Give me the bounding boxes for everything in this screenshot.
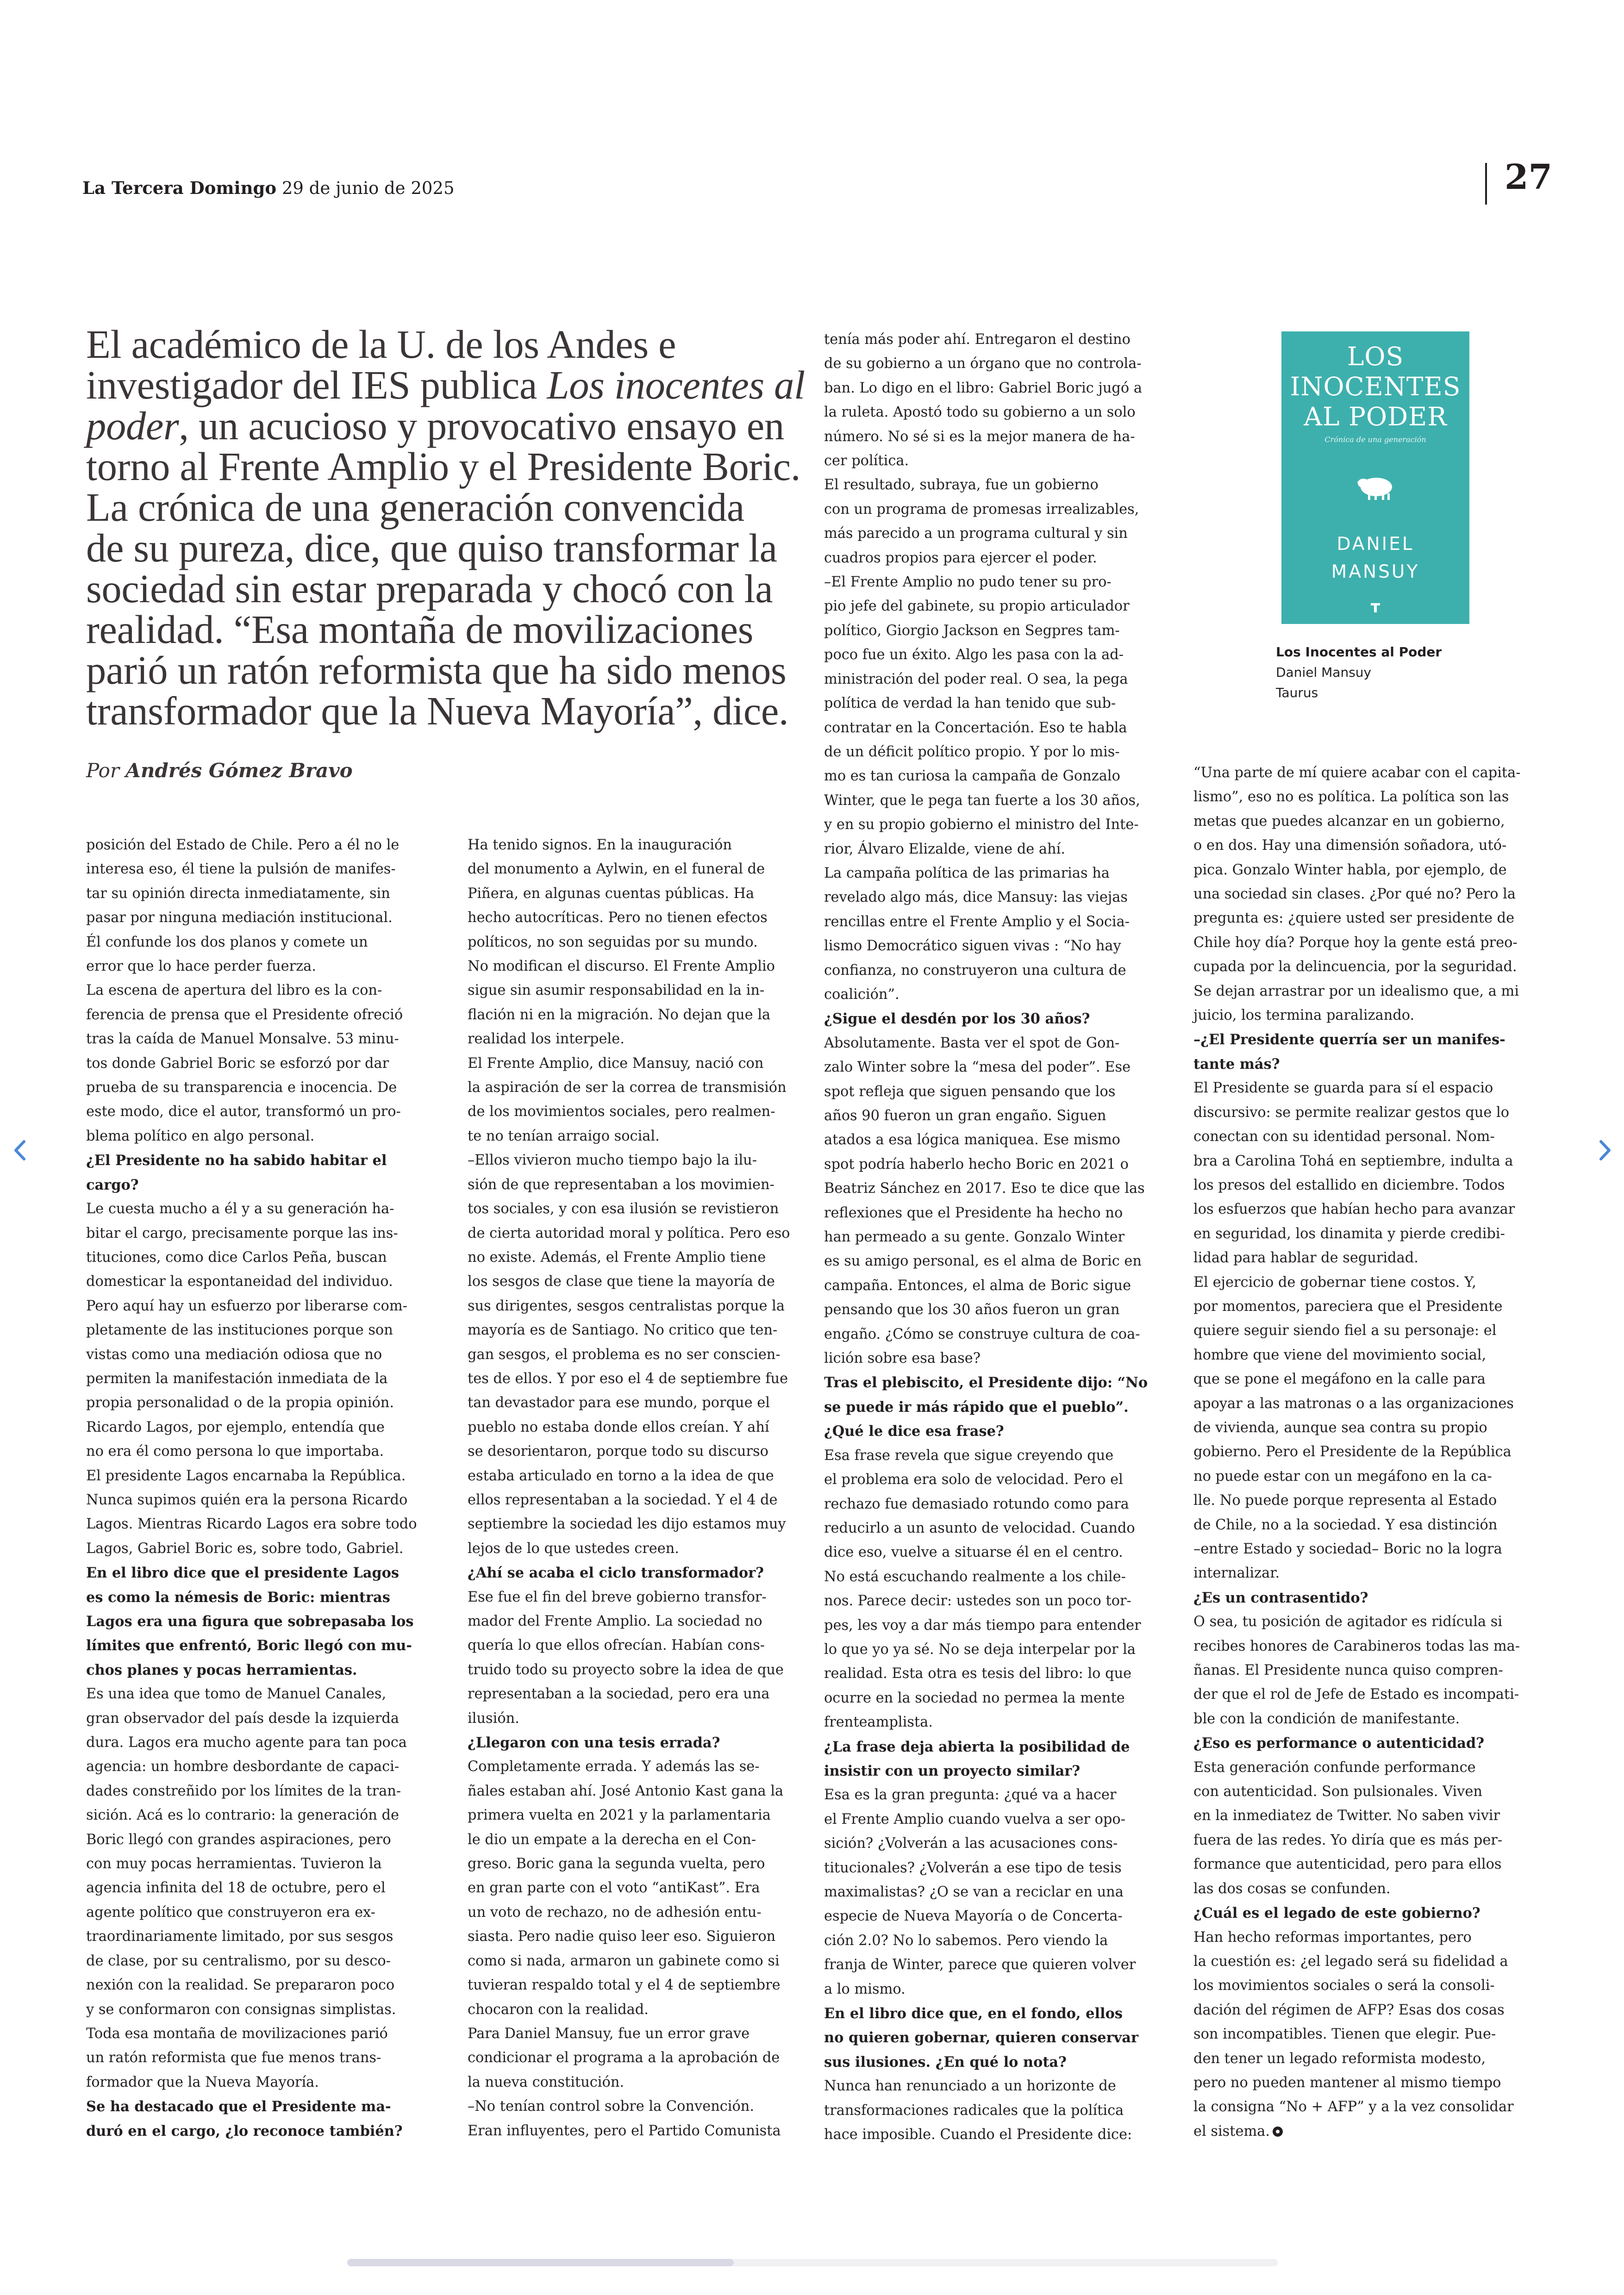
body-line: Eran influyentes, pero el Partido Comunista (468, 2122, 781, 2139)
body-line: greso. Boric gana la segunda vuelta, pero (468, 1856, 765, 1872)
body-line: permiten la manifestación inmediata de la (86, 1370, 388, 1387)
body-line: se desorientaron, porque todo su discurso (468, 1443, 768, 1460)
question-line: tante más? (1193, 1055, 1280, 1073)
body-line: formador que la Nueva Mayoría. (86, 2074, 319, 2090)
question-line: ¿El Presidente no ha sabido habitar el (86, 1152, 387, 1169)
body-line: dades constreñido por los límites de la tran- (86, 1783, 401, 1799)
body-line: siasta. Pero nadie quiso leer eso. Siguieron (468, 1928, 776, 1945)
body-line: pletamente de las instituciones porque son (86, 1322, 393, 1339)
body-line: coalición”. (824, 986, 899, 1003)
body-line: El Presidente se guarda para sí el espacio (1193, 1080, 1493, 1097)
body-line: La escena de apertura del libro es la con- (86, 982, 382, 999)
body-line: tuvieran respaldo total y el 4 de septiembre (468, 1977, 781, 1994)
body-line: no puede estar con un megáfono en la ca- (1193, 1468, 1492, 1484)
body-line: lejos de lo que ustedes creen. (468, 1540, 679, 1557)
question-line: ¿Cuál es el legado de este gobierno? (1193, 1905, 1480, 1922)
body-line: son incompatibles. Tienen que elegir. Pue- (1193, 2026, 1496, 2043)
body-line: sición. Acá es lo contrario: la generación de (86, 1807, 399, 1824)
body-line: tras la caída de Manuel Monsalve. 53 minu- (86, 1031, 399, 1048)
question-line: ¿Sigue el desdén por los 30 años? (824, 1010, 1090, 1028)
body-line: Completamente errada. Y además las se- (468, 1759, 760, 1775)
body-line: más parecido a un programa cultural y sin (824, 525, 1128, 542)
body-line: ñanas. El Presidente nunca quiso compren- (1193, 1662, 1503, 1679)
body-line: de clase, por su centralismo, por su desco- (86, 1952, 391, 1969)
body-line: Nunca supimos quién era la persona Ricardo (86, 1491, 408, 1508)
body-line: reducirlo a un asunto de velocidad. Cuando (824, 1520, 1135, 1536)
body-line: años 90 fueron un gran engaño. Siguen (824, 1108, 1106, 1124)
body-line: pensando que los 30 años fueron un gran (824, 1302, 1120, 1318)
body-line: poco fue un éxito. Algo les pasa con la ad- (824, 647, 1124, 663)
body-line: tan devastador para ese mundo, porque el (468, 1395, 770, 1411)
body-line: y en su propio gobierno el ministro del Inte- (824, 817, 1139, 833)
body-line: el Frente Amplio cuando vuelva a ser opo- (824, 1811, 1125, 1827)
body-line: ción 2.0? No lo sabemos. Pero viendo la (824, 1932, 1108, 1949)
body-line: Boric llegó con grandes aspiraciones, pero (86, 1831, 391, 1848)
body-line: O sea, tu posición de agitador es ridícula si (1193, 1614, 1503, 1630)
body-line: rencillas entre el Frente Amplio y el Socia- (824, 913, 1130, 930)
body-line: pasar por ninguna mediación institucional. (86, 910, 393, 926)
body-line: cuadros propios para ejercer el poder. (824, 549, 1097, 566)
body-line: Para Daniel Mansuy, fue un error grave (468, 2025, 750, 2042)
body-line: campaña. Entonces, el alma de Boric sigue (824, 1277, 1131, 1294)
body-line: quería lo que ellos ofrecían. Habían cons- (468, 1637, 765, 1654)
body-line: la nueva constitución. (468, 2074, 625, 2090)
body-line: transformaciones radicales que la política (824, 2102, 1124, 2119)
body-line: ñales estaban ahí. José Antonio Kast gana la (468, 1783, 784, 1799)
body-line: ban. Lo digo en el libro: Gabriel Boric jugó a (824, 380, 1142, 396)
body-line: maximalistas? ¿O se van a reciclar en una (824, 1884, 1124, 1900)
body-line: atados a esa lógica maniquea. Ese mismo (824, 1132, 1120, 1148)
body-line: realidad. Esta otra es tesis del libro: lo que (824, 1665, 1132, 1682)
body-line: dice eso, vuelve a situarse él en el centro. (824, 1544, 1123, 1561)
question-line: ¿La frase deja abierta la posibilidad de (824, 1738, 1130, 1755)
body-line: dura. Lagos era mucho agente para tan poca (86, 1734, 407, 1751)
body-line: engaño. ¿Cómo se construye cultura de coa- (824, 1326, 1140, 1342)
question-line: ¿Eso es performance o autenticidad? (1193, 1735, 1485, 1752)
body-line: rior, Álvaro Elizalde, viene de ahí. (824, 841, 1065, 857)
body-line: el problema era solo de velocidad. Pero el (824, 1472, 1123, 1488)
body-line: Piñera, en algunas cuentas públicas. Ha (468, 885, 755, 902)
body-line: gobierno. Pero el Presidente de la República (1193, 1444, 1512, 1460)
body-line: metas que puedes alcanzar en un gobierno, (1193, 813, 1505, 829)
body-line: y se conformaron con consignas simplistas. (86, 2001, 396, 2018)
body-line: que se pone el megáfono en la calle para (1193, 1371, 1486, 1388)
body-line: representaban a la sociedad, pero era una (468, 1686, 770, 1703)
body-line: ocurre en la sociedad no permea la mente (824, 1690, 1125, 1706)
chevron-right-icon (1589, 1129, 1621, 1171)
question-line: En el libro dice que el presidente Lagos (86, 1565, 400, 1582)
body-line: zalo Winter sobre la “mesa del poder”. Ese (824, 1059, 1131, 1076)
intro-line: torno al Frente Amplio y el Presidente Boric. (86, 444, 801, 489)
intro-line: parió un ratón reformista que ha sido menos (86, 648, 787, 692)
body-line: –Ellos vivieron mucho tiempo bajo la ilu- (468, 1152, 757, 1169)
body-line: te no tenían arraigo social. (468, 1128, 660, 1144)
intro-line: La crónica de una generación convencida (86, 485, 744, 530)
body-line: cer política. (824, 453, 909, 469)
intro-line: investigador del IES publica Los inocentes al (86, 363, 805, 407)
body-line: ilusión. (468, 1710, 519, 1727)
body-line: por momentos, pareciera que el Presidente (1193, 1298, 1503, 1315)
article-column-4 (1193, 761, 1545, 2144)
body-line: “Una parte de mí quiere acabar con el capita- (1193, 765, 1521, 781)
body-line: ministración del poder real. O sea, la pega (824, 671, 1128, 687)
body-line: Winter, que le pega tan fuerte a los 30 años, (824, 792, 1140, 809)
body-line: blema político en algo personal. (86, 1128, 315, 1144)
body-line: de Chile, no a la sociedad. Y esa distinción (1193, 1516, 1498, 1533)
publication-name: La Tercera Domingo (82, 178, 277, 198)
body-line: Le cuesta mucho a él y a su generación ha- (86, 1201, 394, 1217)
body-line: interesa eso, él tiene la pulsión de manifes- (86, 861, 396, 878)
body-line: error que lo hace perder fuerza. (86, 958, 316, 975)
body-line: conectan con su identidad personal. Nom- (1193, 1129, 1495, 1145)
publisher-logo-icon (1369, 602, 1381, 614)
body-line: El presidente Lagos encarnaba la República. (86, 1467, 406, 1484)
body-line: den tener un legado reformista modesto, (1193, 2050, 1486, 2067)
body-line: prueba de su transparencia e inocencia. De (86, 1079, 397, 1096)
body-line: franja de Winter, parece que quieren volver (824, 1957, 1136, 1973)
body-line: no existe. Además, el Frente Amplio tiene (468, 1249, 766, 1266)
page-number: 27 (1505, 157, 1552, 197)
body-line: No modifican el discurso. El Frente Amplio (468, 958, 775, 975)
body-line: a lo mismo. (824, 1981, 906, 1997)
question-line: –¿El Presidente querría ser un manifes- (1193, 1031, 1505, 1048)
body-line: la ruleta. Apostó todo su gobierno a un solo (824, 404, 1136, 421)
body-line: los sesgos de clase que tiene la mayoría de (468, 1273, 775, 1290)
scrollbar-thumb[interactable] (347, 2259, 734, 2266)
body-line: –entre Estado y sociedad– Boric no la logra (1193, 1541, 1502, 1557)
body-line: con muy pocas herramientas. Tuvieron la (86, 1856, 382, 1872)
body-line: político, Giorgio Jackson en Segpres tam- (824, 622, 1120, 639)
body-line: –No tenían control sobre la Convención. (468, 2098, 755, 2115)
body-line: es su amigo personal, es el alma de Boric en (824, 1253, 1142, 1270)
question-line: es como la némesis de Boric: mientras (86, 1589, 390, 1606)
article-column-3 (824, 328, 1171, 2147)
end-mark-icon (1273, 2127, 1283, 2137)
body-line: Han hecho reformas importantes, pero (1193, 1929, 1472, 1946)
body-line: estaba articulado en torno a la idea de que (468, 1467, 774, 1484)
body-line: los movimientos sociales o será la consoli- (1193, 1977, 1495, 1994)
article-column-1 (86, 833, 433, 2143)
question-line: En el libro dice que, en el fondo, ellos (824, 2005, 1123, 2022)
question-line: Se ha destacado que el Presidente ma- (86, 2098, 391, 2115)
question-line: chos planes y pocas herramientas. (86, 1661, 357, 1678)
body-line: tituciones, como dice Carlos Peña, buscan (86, 1249, 387, 1266)
body-line: Esta generación confunde performance (1193, 1759, 1476, 1776)
article-column-2 (468, 833, 810, 2143)
body-line: pica. Gonzalo Winter habla, por ejemplo, de (1193, 861, 1507, 878)
question-line: Lagos era una figura que sobrepasaba los (86, 1613, 414, 1630)
previous-page-button[interactable] (4, 1129, 36, 1171)
body-line: bitar el cargo, precisamente porque las ins- (86, 1225, 398, 1241)
book-info-title: Los Inocentes al Poder (1276, 644, 1442, 660)
body-line: No está escuchando realmente a los chile- (824, 1568, 1126, 1585)
body-line: lismo”, eso no es política. La política son las (1193, 789, 1509, 805)
body-line: frenteamplista. (824, 1714, 933, 1731)
body-line: rechazo fue demasiado rotundo como para (824, 1496, 1129, 1512)
body-line: reflexiones que el Presidente ha hecho no (824, 1204, 1123, 1221)
body-line: un ratón reformista que fue menos trans- (86, 2050, 381, 2066)
body-line: realidad los interpele. (468, 1031, 625, 1048)
body-line: las dos cosas se confunden. (1193, 1880, 1391, 1897)
body-line: de su gobierno a un órgano que no controla- (824, 355, 1142, 372)
body-line: lismo Democrático siguen vivas : “No hay (824, 938, 1121, 954)
body-line: internalizar. (1193, 1565, 1280, 1582)
intro-line: transformador que la Nueva Mayoría”, dice. (86, 689, 789, 733)
question-line: duró en el cargo, ¿lo reconoce también? (86, 2122, 403, 2139)
question-line: ¿Es un contrasentido? (1193, 1589, 1368, 1606)
body-line: pes, les voy a dar más tiempo para entender (824, 1617, 1141, 1634)
question-line: Tras el plebiscito, el Presidente dijo: “No (824, 1374, 1148, 1391)
intro-line: de su pureza, dice, que quiso transformar la (86, 526, 777, 570)
body-line: –El Frente Amplio no pudo tener su pro- (824, 574, 1112, 591)
body-line: discursivo: se permite realizar gestos que lo (1193, 1104, 1510, 1121)
header-divider (1485, 163, 1487, 205)
question-line: ¿Qué le dice esa frase? (824, 1423, 1004, 1440)
body-line: Es una idea que tomo de Manuel Canales, (86, 1686, 387, 1703)
body-line: agente político que construyeron era ex- (86, 1904, 375, 1921)
question-line: insistir con un proyecto similar? (824, 1762, 1081, 1779)
body-line: hecho autocríticas. Pero no tienen efectos (468, 910, 768, 926)
byline-author: Andrés Gómez Bravo (125, 759, 353, 782)
body-line: gran observador del país desde la izquierda (86, 1710, 399, 1727)
body-line: o en dos. Hay una dimensión soñadora, utó- (1193, 837, 1507, 854)
intro-line: El académico de la U. de los Andes e (86, 322, 676, 367)
body-line: propia personalidad o de la propia opinión. (86, 1395, 394, 1411)
body-line: agencia infinita del 18 de octubre, pero el (86, 1880, 386, 1896)
body-line: en seguridad, los dinamita y pierde credibi- (1193, 1225, 1505, 1242)
body-line: pueblo no estaba donde ellos creían. Y ahí (468, 1419, 769, 1435)
body-line: Esa es la gran pregunta: ¿qué va a hacer (824, 1787, 1117, 1803)
body-line: ferencia de prensa que el Presidente ofreció (86, 1006, 403, 1023)
body-line: Lagos. Mientras Ricardo Lagos era sobre todo (86, 1516, 417, 1533)
book-cover-title: LOS INOCENTES AL PODER (1290, 342, 1461, 431)
question-line: no quieren gobernar, quieren conservar (824, 2029, 1138, 2046)
body-line: apoyar a las matronas o a las organizaciones (1193, 1395, 1514, 1412)
body-line: tos sociales, y con esa ilusión se revistieron (468, 1201, 779, 1217)
body-line: Pero aquí hay un esfuerzo por liberarse com- (86, 1297, 407, 1314)
question-line: se puede ir más rápido que el pueblo”. (824, 1398, 1129, 1416)
body-line: flación ni en la migración. No dejan que la (468, 1006, 771, 1023)
body-line: dación del régimen de AFP? Esas dos cosas (1193, 2002, 1505, 2018)
body-line: pero no pueden mantener al mismo tiempo (1193, 2074, 1501, 2091)
publication-header (82, 178, 455, 198)
body-line: hace imposible. Cuando el Presidente dice: (824, 2127, 1132, 2143)
body-line: Esa frase revela que sigue creyendo que (824, 1447, 1114, 1464)
body-line: quiere seguir siendo fiel a su personaje: el (1193, 1322, 1497, 1339)
body-line: spot refleja que siguen pensando que los (824, 1083, 1116, 1100)
intro-line: poder, un acucioso y provocativo ensayo en (86, 404, 784, 448)
book-cover-author: DANIEL MANSUY (1331, 534, 1420, 582)
question-line: cargo? (86, 1176, 139, 1193)
body-line: agencia: un hombre desbordante de capaci- (86, 1759, 400, 1775)
body-line: tos donde Gabriel Boric se esforzó por dar (86, 1055, 389, 1072)
question-line: ¿Llegaron con una tesis errada? (468, 1734, 720, 1752)
lamb-icon (1353, 470, 1399, 505)
body-line: lidad para hablar de seguridad. (1193, 1250, 1418, 1266)
body-line: Beatriz Sánchez en 2017. Eso te dice que las (824, 1180, 1145, 1197)
body-line: juicio, los termina paralizando. (1193, 1007, 1415, 1024)
body-line: Toda esa montaña de movilizaciones parió (86, 2025, 388, 2042)
body-line: traordinariamente limitado, por sus sesgos (86, 1928, 394, 1945)
body-line: la aspiración de ser la correa de transmisión (468, 1079, 787, 1096)
body-line: de un déficit político propio. Y por lo mis- (824, 743, 1120, 760)
body-line: contratar en la Concertación. Eso te habla (824, 719, 1127, 736)
body-line: gan sesgos, el problema es no ser conscien- (468, 1346, 781, 1363)
body-line: Ese fue el fin del breve gobierno transfor- (468, 1589, 767, 1605)
chevron-left-icon (4, 1129, 36, 1171)
body-line: der que el rol de Jefe de Estado es incompati- (1193, 1686, 1519, 1703)
body-line: Absolutamente. Basta ver el spot de Gon- (824, 1035, 1120, 1051)
body-line: truido todo su proyecto sobre la idea de que (468, 1661, 784, 1678)
body-line: Ha tenido signos. En la inauguración (468, 837, 732, 853)
body-line: sión de que representaban a los movimien- (468, 1176, 775, 1193)
question-line: sus ilusiones. ¿En qué lo nota? (824, 2053, 1067, 2070)
article-intro (86, 322, 805, 733)
book-info-publisher: Taurus (1276, 685, 1318, 700)
body-line: con un programa de promesas irrealizables, (824, 501, 1139, 518)
body-line: bra a Carolina Tohá en septiembre, indulta a (1193, 1153, 1513, 1169)
body-line: la cuestión es: ¿el legado será su fidelidad a (1193, 1953, 1508, 1970)
body-line: sición? ¿Volverán a las acusaciones cons- (824, 1835, 1118, 1852)
book-title-italic: Los inocentes al (547, 363, 805, 407)
body-line: La campaña política de las primarias ha (824, 865, 1110, 881)
body-line: nos. Parece decir: ustedes son un poco tor- (824, 1593, 1131, 1609)
body-line: mo es tan curiosa la campaña de Gonzalo (824, 768, 1120, 785)
body-line: lle. No puede porque representa al Estado (1193, 1492, 1497, 1509)
body-line: nexión con la realidad. Se prepararon poco (86, 1977, 395, 1994)
body-line: tar su opinión directa inmediatamente, sin (86, 885, 390, 902)
body-line: primera vuelta en 2021 y la parlamentaria (468, 1807, 771, 1824)
intro-line: sociedad sin estar preparada y chocó con la (86, 567, 773, 611)
body-line: recibes honores de Carabineros todas las ma- (1193, 1638, 1520, 1654)
book-info-author: Daniel Mansuy (1276, 665, 1372, 680)
body-line: número. No sé si es la mejor manera de ha- (824, 428, 1135, 445)
publication-date: 29 de junio de 2025 (281, 178, 455, 198)
book-cover (1281, 331, 1469, 624)
body-line: de vivienda, aunque sea contra su propio (1193, 1419, 1487, 1436)
question-line: ¿Ahí se acaba el ciclo transformador? (468, 1565, 764, 1582)
body-line: confianza, no construyeron una cultura de (824, 962, 1126, 979)
body-line: un voto de rechazo, no de adhesión entu- (468, 1904, 762, 1921)
body-line: han permeado a su gente. Gonzalo Winter (824, 1229, 1125, 1246)
body-line: pio jefe del gabinete, su propio articulador (824, 598, 1130, 615)
body-line: en gran parte con el voto “antiKast”. Era (468, 1880, 760, 1896)
body-line: en la inmediatez de Twitter. No saben vivir (1193, 1808, 1500, 1824)
body-line: condicionar el programa a la aprobación de (468, 2050, 780, 2066)
body-line: mador del Frente Amplio. La sociedad no (468, 1613, 762, 1629)
body-line: los presos del estallido en diciembre. Todos (1193, 1177, 1505, 1193)
body-line: le dio un empate a la derecha en el Con- (468, 1831, 756, 1848)
body-line: lición sobre esa base? (824, 1350, 981, 1367)
next-page-button[interactable] (1589, 1129, 1621, 1171)
body-line: cupada por la delincuencia, por la seguridad. (1193, 959, 1517, 975)
body-line: posición del Estado de Chile. Pero a él no le (86, 837, 400, 853)
body-line: Se dejan arrastrar por un idealismo que, a mi (1193, 983, 1519, 999)
body-line: domesticar la espontaneidad del individuo. (86, 1273, 393, 1290)
body-line: como si nada, armaron un gabinete como si (468, 1952, 780, 1969)
byline: Por Andrés Gómez Bravo (86, 759, 353, 782)
body-line: ellos representaban a la sociedad. Y el 4 de (468, 1491, 778, 1508)
question-line: límites que enfrentó, Boric llegó con mu- (86, 1637, 412, 1654)
body-line: revelado algo más, dice Mansuy: las viejas (824, 889, 1128, 906)
book-details (1276, 642, 1442, 703)
body-line: este modo, dice el autor, transformó un pro- (86, 1104, 401, 1120)
body-line: Nunca han renunciado a un horizonte de (824, 2078, 1116, 2095)
body-line: no era él como persona lo que importaba. (86, 1443, 384, 1460)
body-line: especie de Nueva Mayoría o de Concerta- (824, 1908, 1123, 1925)
body-line: Él confunde los dos planos y comete un (86, 934, 368, 950)
body-line: El ejercicio de gobernar tiene costos. Y, (1193, 1274, 1476, 1291)
body-line: Lagos, Gabriel Boric es, sobre todo, Gabriel. (86, 1540, 404, 1557)
body-line: políticos, no son seguidas por su mundo. (468, 934, 758, 950)
body-line: los esfuerzos que habían hecho para avanzar (1193, 1201, 1515, 1218)
body-line: titucionales? ¿Volverán a ese tipo de tesis (824, 1859, 1122, 1876)
body-line: formance que autenticidad, pero para ellos (1193, 1856, 1502, 1873)
intro-line: realidad. “Esa montaña de movilizaciones (86, 607, 754, 652)
body-line: sus dirigentes, sesgos centralistas porque la (468, 1297, 785, 1314)
body-line: septiembre la sociedad les dijo estamos muy (468, 1516, 786, 1533)
body-line: de cierta autoridad moral y política. Pero eso (468, 1225, 790, 1241)
book-cover-subtitle: Crónica de una generación (1324, 435, 1426, 444)
body-line: Ricardo Lagos, por ejemplo, entendía que (86, 1419, 385, 1435)
body-line: El resultado, subraya, fue un gobierno (824, 477, 1099, 493)
body-line: la consigna “No + AFP” y a la vez consolidar (1193, 2099, 1514, 2115)
body-line: vistas como una mediación odiosa que no (86, 1346, 382, 1363)
book-title-italic: poder (86, 404, 179, 448)
body-line: sigue sin asumir responsabilidad en la in- (468, 982, 765, 999)
body-line: Chile hoy día? Porque hoy la gente está preo- (1193, 934, 1518, 951)
body-line: tenía más poder ahí. Entregaron el destino (824, 331, 1131, 348)
body-line: el sistema. (1193, 2120, 1545, 2144)
body-line: mayoría es de Santiago. No critico que ten- (468, 1322, 778, 1339)
body-line: tes de ellos. Y por eso el 4 de septiembre fue (468, 1370, 788, 1387)
body-line: con autenticidad. Son pulsionales. Viven (1193, 1784, 1482, 1800)
body-line: una sociedad sin clases. ¿Por qué no? Pero la (1193, 886, 1516, 903)
body-line: El Frente Amplio, dice Mansuy, nació con (468, 1055, 764, 1072)
body-line: de los movimientos sociales, pero realmen- (468, 1104, 775, 1120)
body-line: spot podría haberlo hecho Boric en 2021 o (824, 1156, 1129, 1172)
body-line: lo que yo ya sé. No se deja interpelar por la (824, 1641, 1136, 1658)
body-line: del monumento a Aylwin, en el funeral de (468, 861, 765, 878)
body-line: política de verdad la han tenido que sub- (824, 695, 1116, 712)
body-line: chocaron con la realidad. (468, 2001, 649, 2018)
body-line: hombre que viene del movimiento social, (1193, 1347, 1487, 1363)
body-line: ble con la condición de manifestante. (1193, 1710, 1460, 1727)
body-line: pregunta es: ¿quiere usted ser presidente de (1193, 910, 1515, 927)
body-line: fuera de las redes. Yo diría que es más per- (1193, 1832, 1503, 1848)
